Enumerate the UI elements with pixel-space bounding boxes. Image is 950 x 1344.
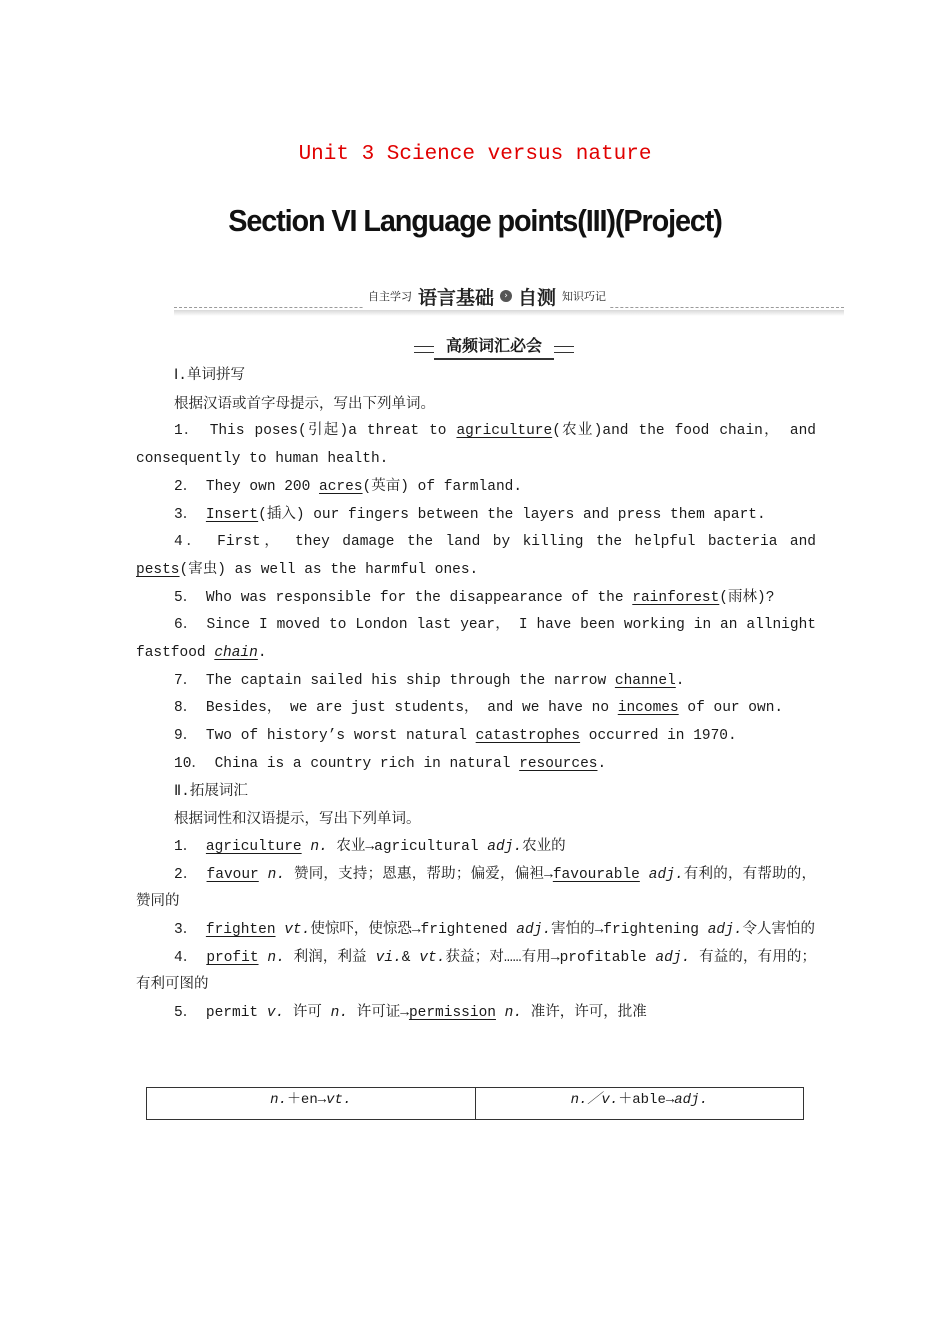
sub-banner-label: 高频词汇必会 — [434, 334, 554, 360]
banner-left-label: 自主学习 — [368, 290, 412, 303]
vocab-item: 2． favour n. 赞同，支持；恩惠，帮助；偏爱，偏袒→favourable adj.有利的，有帮助的，赞同的 — [136, 866, 817, 911]
banner-main-b: 自测 — [518, 286, 557, 309]
answer: frighten — [205, 922, 276, 939]
part1-heading: Ⅰ.单词拼写 — [174, 368, 245, 384]
answer: catastrophes — [475, 728, 581, 745]
exercise-item: 3． Insert(插入) our fingers between the layers and press them apart. — [174, 506, 766, 523]
answer: agriculture — [205, 838, 302, 855]
section-banner — [174, 283, 844, 317]
banner-shadow — [174, 310, 844, 316]
answer: favour — [206, 866, 259, 883]
part1-instruction: 根据汉语或首字母提示，写出下列单词。 — [174, 395, 435, 412]
answer: pests — [136, 561, 180, 578]
part2-heading: Ⅱ.拓展词汇 — [174, 783, 248, 800]
answer: Insert — [205, 506, 259, 523]
part2-instruction: 根据词性和汉语提示，写出下列单词。 — [174, 811, 421, 828]
answer: agriculture — [456, 423, 553, 440]
answer: permission — [408, 1005, 496, 1022]
unit-title: Unit 3 Science versus nature — [298, 143, 652, 166]
answer: resources — [519, 755, 598, 772]
exercise-item: 10． China is a country rich in natural resources. — [174, 755, 607, 772]
chevron-right-icon: › — [500, 290, 512, 302]
exercise-item: 5． Who was responsible for the disappearance of the rainforest(雨林)? — [174, 589, 775, 606]
banner-right-label: 知识巧记 — [562, 290, 607, 303]
exercise-item: 9． Two of history’s worst natural catastrophes occurred in 1970. — [174, 728, 737, 745]
vocab-item: 4． profit n. 利润，利益 vi.& vt.获益；对……有用→profitable adj. 有益的，有用的；有利可图的 — [136, 949, 817, 994]
exercise-item: 1． This poses(引起)a threat to agriculture(农业)and the food chain， and consequently to human health. — [136, 423, 816, 468]
exercise-item: 2． They own 200 acres(英亩) of farmland. — [174, 478, 523, 495]
exercise-item: 4． First， they damage the land by killing the helpful bacteria and pests(害虫) as well as the harmful ones. — [136, 534, 816, 578]
answer: channel — [614, 672, 676, 689]
word-formation-table — [146, 1087, 804, 1120]
section-title: Section VI Language points(III)(Project) — [228, 203, 722, 238]
exercise-content — [136, 363, 816, 1028]
banner-main-a: 语言基础 — [418, 286, 495, 309]
vocab-item: 5． permit v. 许可 n. 许可证→permission n. 准许，许可，批准 — [174, 1005, 647, 1022]
sub-banner — [414, 334, 574, 358]
answer: profit — [206, 949, 259, 966]
vocab-item: 3． frighten vt.使惊吓，使惊恐→frightened adj.害怕的→frightening adj.令人害怕的 — [174, 922, 816, 939]
exercise-item: 8． Besides， we are just students， and we have no incomes of our own. — [174, 700, 784, 717]
table-cell: n.／v.＋able→adj. — [475, 1088, 804, 1119]
answer: incomes — [617, 700, 679, 717]
exercise-item: 6． Since I moved to London last year， I have been working in an allnight fastfood chain. — [136, 617, 816, 662]
answer: acres — [319, 478, 363, 495]
answer: favourable — [552, 866, 640, 883]
banner-text — [364, 283, 610, 309]
answer: chain — [214, 645, 258, 662]
answer: rainforest — [632, 589, 720, 606]
vocab-item: 1． agriculture n. 农业→agricultural adj.农业的 — [174, 838, 566, 855]
exercise-item: 7． The captain sailed his ship through the narrow channel. — [174, 672, 685, 689]
table-cell: n.＋en→vt. — [270, 1092, 352, 1108]
